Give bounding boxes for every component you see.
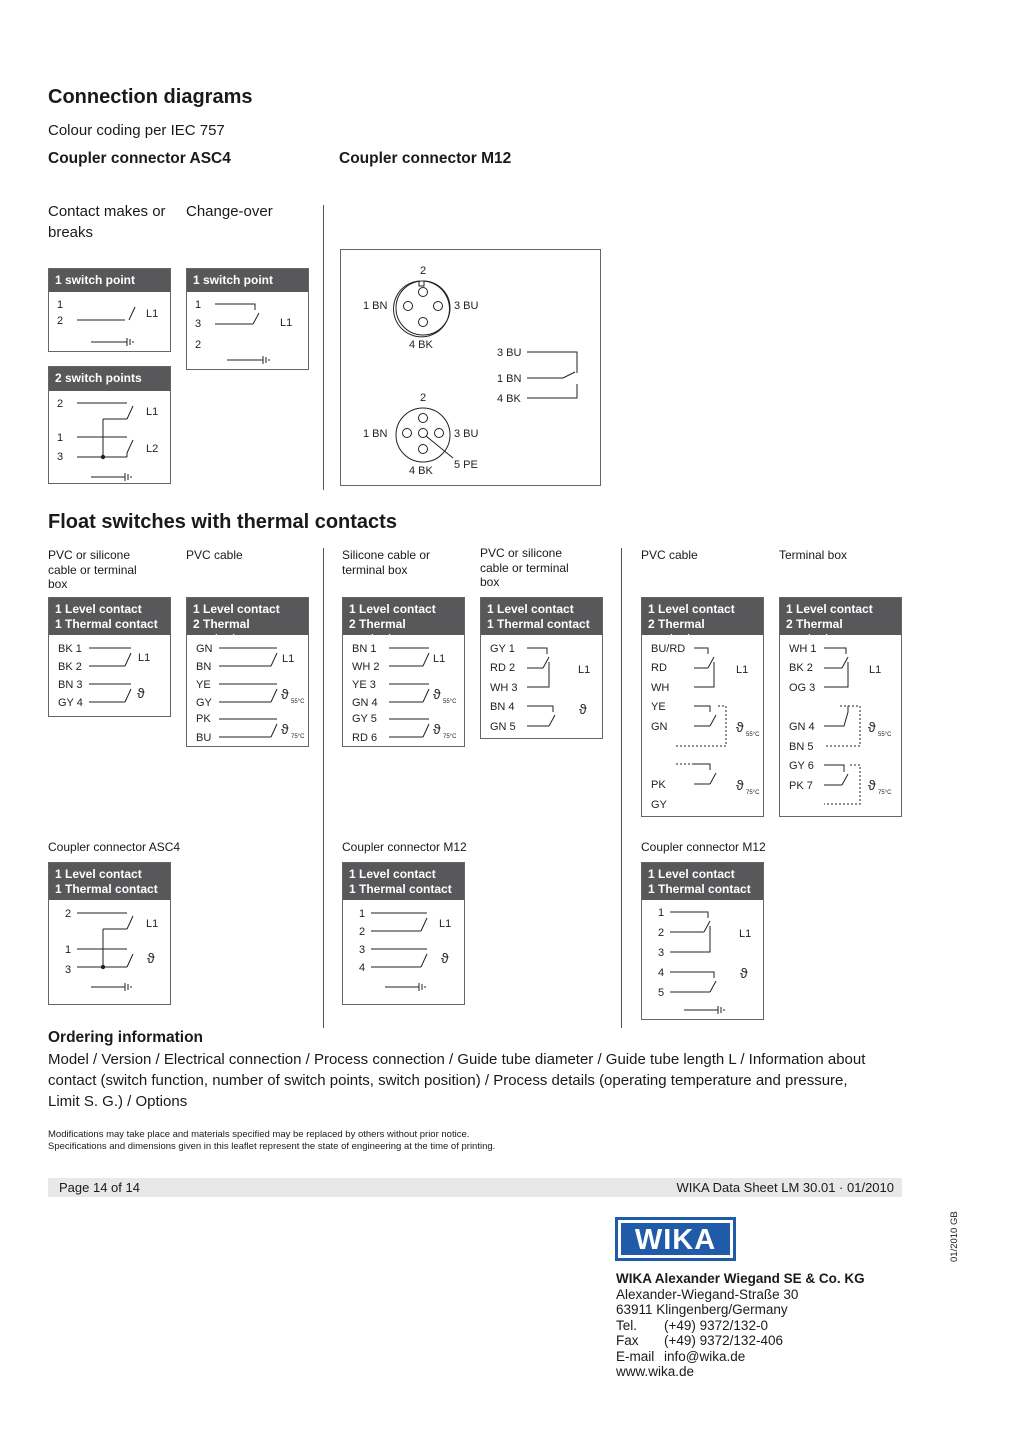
svg-text:L1: L1 (439, 918, 452, 930)
svg-text:PK: PK (196, 713, 211, 725)
column-divider-2 (323, 548, 324, 1028)
svg-text:WH 3: WH 3 (490, 682, 518, 694)
company-name: WIKA Alexander Wiegand SE & Co. KG (616, 1271, 865, 1286)
svg-text:3: 3 (658, 947, 665, 959)
company-tel: (+49) 9372/132-0 (664, 1318, 768, 1333)
svg-text:2: 2 (420, 265, 427, 277)
svg-text:ϑ: ϑ (433, 686, 441, 702)
svg-text:ϑ: ϑ (441, 950, 449, 966)
box-header-line1: 1 Level contact (193, 602, 280, 616)
svg-text:ϑ: ϑ (137, 685, 145, 701)
asc4-heading: Coupler connector ASC4 (48, 150, 231, 167)
svg-text:55°C: 55°C (291, 699, 305, 705)
svg-text:2: 2 (658, 927, 665, 939)
box-header-line1: 1 Level contact (487, 602, 574, 616)
svg-text:PK 7: PK 7 (789, 780, 813, 792)
wika-logo (615, 1217, 736, 1261)
svg-text:55°C: 55°C (746, 732, 760, 738)
coupler-box-m12-a (342, 862, 465, 1005)
float-box-4 (480, 597, 603, 739)
svg-text:75°C: 75°C (443, 734, 457, 740)
svg-text:2: 2 (420, 392, 427, 404)
contact-makes-label: Contact makes or breaks (48, 203, 166, 241)
box-header: 1 switch point (193, 273, 274, 287)
float-schematic-5 (642, 598, 765, 818)
svg-text:WH 2: WH 2 (352, 661, 380, 673)
ordering-title: Ordering information (48, 1029, 203, 1046)
m12-pinout-svg (341, 250, 602, 487)
svg-text:GN: GN (651, 721, 668, 733)
coupler-schematic-asc4 (49, 863, 172, 1006)
section-title-float: Float switches with thermal contacts (48, 511, 397, 533)
svg-text:GN 4: GN 4 (789, 721, 815, 733)
coupler-label-asc4: Coupler connector ASC4 (48, 840, 181, 854)
svg-text:L1: L1 (282, 653, 295, 665)
box-header-line2: 2 Thermal contacts (786, 616, 843, 645)
svg-text:L1: L1 (869, 664, 882, 676)
svg-text:WH: WH (651, 682, 670, 694)
svg-text:5: 5 (658, 987, 665, 999)
box-header-line1: 1 Level contact (349, 602, 436, 616)
box-1-switch-point-makes (48, 268, 171, 352)
box-header: 1 switch point (55, 273, 136, 287)
svg-text:55°C: 55°C (878, 732, 892, 738)
svg-text:ϑ: ϑ (147, 950, 155, 966)
section-title-connection: Connection diagrams (48, 86, 253, 108)
float-schematic-3 (343, 598, 466, 748)
svg-text:BN 1: BN 1 (352, 643, 377, 655)
float-box-5 (641, 597, 764, 817)
svg-text:4 BK: 4 BK (497, 393, 521, 405)
note-line-2: Specifications and dimensions given in this leaflet represent the state of engineering at the time of printing. (48, 1141, 496, 1152)
box-header-line2: 1 Thermal contact (349, 881, 452, 896)
coupler-box-m12-b (641, 862, 764, 1020)
label-col1: PVC or silicone cable or terminal box (48, 548, 137, 591)
box-2-switch-points (48, 366, 171, 484)
coupler-schematic-m12-a (343, 863, 466, 1006)
box-header-line1: 1 Level contact (648, 602, 735, 616)
svg-text:ϑ: ϑ (281, 686, 289, 702)
label-col3: Silicone cable or terminal box (342, 548, 431, 577)
svg-text:OG 3: OG 3 (789, 682, 816, 694)
svg-text:55°C: 55°C (443, 699, 457, 705)
svg-text:L2: L2 (146, 443, 159, 455)
footer-bar (48, 1178, 902, 1197)
svg-text:ϑ: ϑ (433, 721, 441, 737)
coupler-label-m12-a: Coupler connector M12 (342, 840, 467, 854)
box-header: 2 switch points (55, 371, 142, 385)
svg-text:YE: YE (196, 679, 211, 691)
svg-text:5 PE: 5 PE (454, 459, 478, 471)
svg-text:4: 4 (658, 967, 665, 979)
svg-text:BN 3: BN 3 (58, 679, 83, 691)
float-schematic-4 (481, 598, 604, 740)
svg-text:3: 3 (195, 318, 202, 330)
svg-text:3: 3 (65, 964, 72, 976)
float-box-6 (779, 597, 902, 817)
svg-text:BU/RD: BU/RD (651, 643, 686, 655)
svg-text:ϑ: ϑ (281, 721, 289, 737)
svg-text:GY: GY (651, 799, 667, 811)
svg-text:L1: L1 (146, 406, 159, 418)
company-city: 63911 Klingenberg/Germany (616, 1302, 788, 1317)
svg-text:3 BU: 3 BU (454, 428, 479, 440)
datasheet-ref: WIKA Data Sheet LM 30.01 · 01/2010 (676, 1180, 894, 1195)
column-divider (323, 205, 324, 490)
float-schematic-2 (187, 598, 310, 748)
svg-text:L1: L1 (146, 918, 159, 930)
box-header-line2: 1 Thermal contact (55, 881, 158, 896)
svg-text:3: 3 (359, 944, 366, 956)
svg-text:1: 1 (195, 299, 202, 311)
colour-coding-note: Colour coding per IEC 757 (48, 122, 225, 139)
svg-text:GY 1: GY 1 (490, 643, 515, 655)
float-schematic-1 (49, 598, 172, 718)
svg-text:L1: L1 (146, 308, 159, 320)
change-over-label: Change-over (186, 203, 273, 220)
box-header-line2: 2 Thermal contacts (349, 616, 406, 645)
svg-text:1 BN: 1 BN (363, 428, 388, 440)
svg-text:RD 2: RD 2 (490, 662, 516, 674)
switch-schematic (49, 269, 172, 353)
svg-text:BN 4: BN 4 (490, 701, 515, 713)
svg-text:1: 1 (57, 432, 64, 444)
svg-text:2: 2 (65, 908, 72, 920)
svg-text:L1: L1 (739, 928, 752, 940)
svg-text:WH 1: WH 1 (789, 643, 817, 655)
svg-text:3 BU: 3 BU (454, 300, 479, 312)
svg-text:GY 4: GY 4 (58, 697, 83, 709)
vertical-date: 01/2010 GB (949, 1211, 960, 1262)
svg-text:BN 5: BN 5 (789, 741, 814, 753)
ordering-text: Model / Version / Electrical connection / Process connection / Guide tube diameter / Guide tube length L / Information about contact (switch function, number of switch points, switch position) / Process details (operating temperature and pressure, Limit S. G.) / Options (48, 1051, 866, 1110)
company-email[interactable]: info@wika.de (664, 1349, 746, 1364)
label-col6: Terminal box (779, 548, 848, 562)
label-col4: PVC or silicone cable or terminal box (480, 546, 569, 589)
svg-text:RD: RD (651, 662, 667, 674)
svg-text:YE 3: YE 3 (352, 679, 376, 691)
box-header-line1: 1 Level contact (786, 602, 873, 616)
m12-connector-diagram (340, 249, 601, 486)
float-box-2 (186, 597, 309, 747)
coupler-box-asc4 (48, 862, 171, 1005)
coupler-schematic-m12-b (642, 863, 765, 1021)
svg-text:GN 5: GN 5 (490, 721, 516, 733)
company-website[interactable]: www.wika.de (616, 1364, 695, 1379)
box-header-line1: 1 Level contact (648, 867, 735, 881)
svg-text:BK 2: BK 2 (789, 662, 813, 674)
two-switch-schematic (49, 367, 172, 485)
column-divider-3 (621, 548, 622, 1028)
svg-text:1 BN: 1 BN (363, 300, 388, 312)
box-header-line1: 1 Level contact (55, 602, 142, 616)
svg-text:BK 2: BK 2 (58, 661, 82, 673)
company-fax-label: Fax (616, 1333, 639, 1348)
label-col5: PVC cable (641, 548, 698, 562)
note-line-1: Modifications may take place and materials specified may be replaced by others without prior notice. (48, 1129, 470, 1140)
box-header-line2: 1 Thermal contact (55, 616, 158, 631)
box-1-switch-point-changeover (186, 268, 309, 370)
svg-text:1 BN: 1 BN (497, 373, 522, 385)
svg-text:RD 6: RD 6 (352, 732, 378, 744)
box-header-line1: 1 Level contact (55, 867, 142, 881)
svg-text:2: 2 (359, 926, 366, 938)
svg-text:ϑ: ϑ (579, 701, 587, 717)
box-header-line2: 2 Thermal contacts (648, 616, 705, 645)
svg-text:75°C: 75°C (291, 734, 305, 740)
svg-text:4 BK: 4 BK (409, 465, 433, 477)
svg-text:1: 1 (359, 908, 366, 920)
company-street: Alexander-Wiegand-Straße 30 (616, 1287, 799, 1302)
svg-text:1: 1 (658, 907, 665, 919)
float-schematic-6 (780, 598, 903, 818)
svg-text:4 BK: 4 BK (409, 339, 433, 351)
svg-text:3 BU: 3 BU (497, 347, 522, 359)
wika-logo-text: WIKA (634, 1224, 717, 1256)
float-box-1 (48, 597, 171, 717)
svg-text:ϑ: ϑ (868, 719, 876, 735)
svg-text:75°C: 75°C (746, 790, 760, 796)
svg-text:1: 1 (57, 299, 64, 311)
svg-text:ϑ: ϑ (868, 777, 876, 793)
box-header-line2: 1 Thermal contact (487, 616, 590, 631)
box-header-line1: 1 Level contact (349, 867, 436, 881)
svg-text:GY 5: GY 5 (352, 713, 377, 725)
svg-text:BK 1: BK 1 (58, 643, 82, 655)
svg-text:ϑ: ϑ (736, 777, 744, 793)
box-header-line2: 2 Thermal contacts (193, 616, 250, 645)
label-col2: PVC cable (186, 548, 243, 562)
svg-text:4: 4 (359, 962, 366, 974)
svg-text:GN: GN (196, 643, 213, 655)
svg-text:GY 6: GY 6 (789, 760, 814, 772)
svg-text:L1: L1 (433, 653, 446, 665)
coupler-label-m12-b: Coupler connector M12 (641, 840, 766, 854)
changeover-schematic (187, 269, 310, 371)
svg-text:2: 2 (57, 398, 64, 410)
svg-text:GY: GY (196, 697, 212, 709)
svg-text:1: 1 (65, 944, 72, 956)
float-box-3 (342, 597, 465, 747)
svg-text:ϑ: ϑ (740, 965, 748, 981)
svg-text:YE: YE (651, 701, 666, 713)
svg-text:BU: BU (196, 732, 212, 744)
svg-text:GN 4: GN 4 (352, 697, 378, 709)
m12-heading: Coupler connector M12 (339, 150, 512, 167)
svg-text:ϑ: ϑ (736, 719, 744, 735)
company-fax: (+49) 9372/132-406 (664, 1333, 783, 1348)
svg-text:L1: L1 (736, 664, 749, 676)
company-email-label: E-mail (616, 1349, 655, 1364)
svg-text:BN: BN (196, 661, 212, 673)
svg-text:L1: L1 (280, 317, 293, 329)
svg-text:L1: L1 (578, 664, 591, 676)
svg-text:2: 2 (195, 339, 202, 351)
box-header-line2: 1 Thermal contact (648, 881, 751, 896)
svg-text:3: 3 (57, 451, 64, 463)
page-number: Page 14 of 14 (59, 1180, 140, 1195)
svg-text:L1: L1 (138, 652, 151, 664)
company-tel-label: Tel. (616, 1318, 638, 1333)
svg-text:PK: PK (651, 779, 666, 791)
svg-text:2: 2 (57, 315, 64, 327)
svg-text:75°C: 75°C (878, 790, 892, 796)
